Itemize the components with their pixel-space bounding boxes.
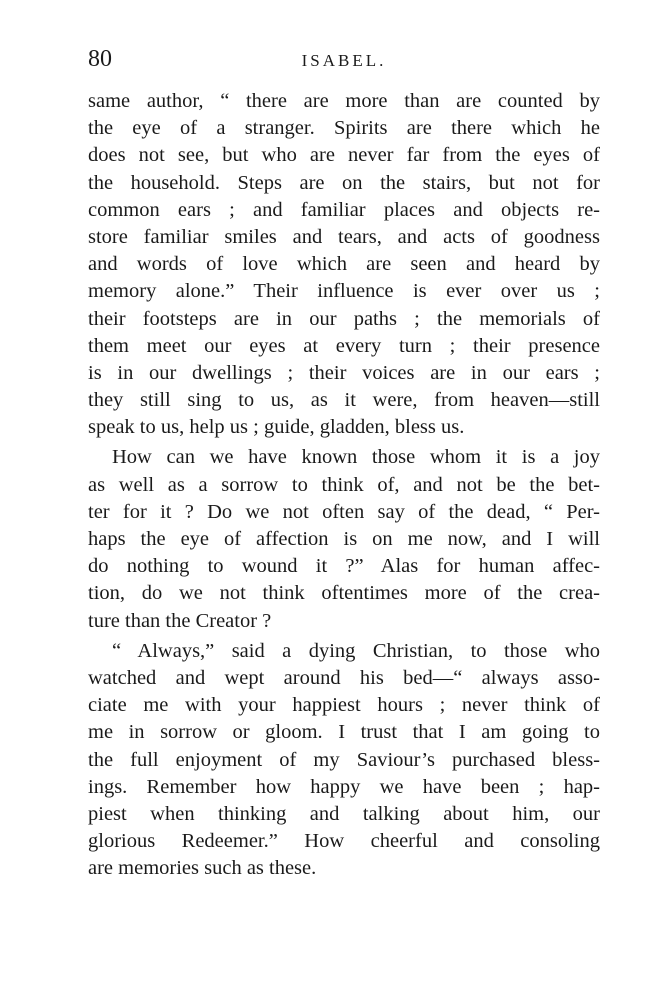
text-line: watched and wept around his bed—“ always asso- — [88, 666, 600, 689]
running-head — [88, 44, 600, 74]
text-line: same author, “ there are more than are counted by — [88, 90, 600, 112]
text-line: glorious Redeemer.” How cheerful and consoling — [88, 830, 600, 853]
body-text — [88, 88, 600, 882]
text-line: the eye of a stranger. Spirits are there which he — [88, 117, 600, 140]
text-line: memory alone.” Their influence is ever over us ; — [88, 280, 600, 303]
text-line: the household. Steps are on the stairs, but not for — [88, 171, 600, 194]
text-line: as well as a sorrow to think of, and not be the bet- — [88, 473, 600, 496]
paragraph-1 — [88, 88, 600, 441]
text-line: ture than the Creator ? — [88, 609, 272, 632]
page-number: 80 — [88, 46, 112, 72]
text-line: are memories such as these. — [88, 857, 317, 880]
text-line: piest when thinking and talking about him, our — [88, 802, 600, 825]
running-title: ISABEL. — [301, 51, 387, 70]
text-line: they still sing to us, as it were, from heaven—still — [88, 389, 600, 412]
text-line: is in our dwellings ; their voices are in our ears ; — [88, 361, 600, 384]
text-line: store familiar smiles and tears, and acts of goodness — [88, 225, 600, 248]
text-line: ter for it ? Do we not often say of the dead, “ Per- — [88, 500, 600, 523]
text-line: does not see, but who are never far from the eyes of — [88, 144, 600, 167]
text-line: the full enjoyment of my Saviour’s purchased bless- — [88, 748, 600, 771]
text-line: and words of love which are seen and heard by — [88, 253, 600, 276]
text-line: “ Always,” said a dying Christian, to those who — [112, 639, 600, 662]
text-line: their footsteps are in our paths ; the memorials of — [88, 307, 600, 330]
paragraph-3 — [88, 638, 600, 883]
text-line: do nothing to wound it ?” Alas for human affec- — [88, 555, 600, 578]
text-line: speak to us, help us ; guide, gladden, bless us. — [88, 416, 465, 439]
text-line: them meet our eyes at every turn ; their presence — [88, 334, 600, 357]
paragraph-2 — [88, 444, 600, 634]
text-line: common ears ; and familiar places and objects re- — [88, 198, 600, 221]
text-line: me in sorrow or gloom. I trust that I am going to — [88, 721, 600, 744]
text-line: ings. Remember how happy we have been ; hap- — [88, 775, 600, 798]
text-line: How can we have known those whom it is a joy — [112, 446, 600, 469]
text-line: tion, do we not think oftentimes more of the crea- — [88, 582, 600, 605]
text-line: haps the eye of affection is on me now, and I will — [88, 528, 600, 550]
text-line: ciate me with your happiest hours ; never think of — [88, 694, 600, 717]
